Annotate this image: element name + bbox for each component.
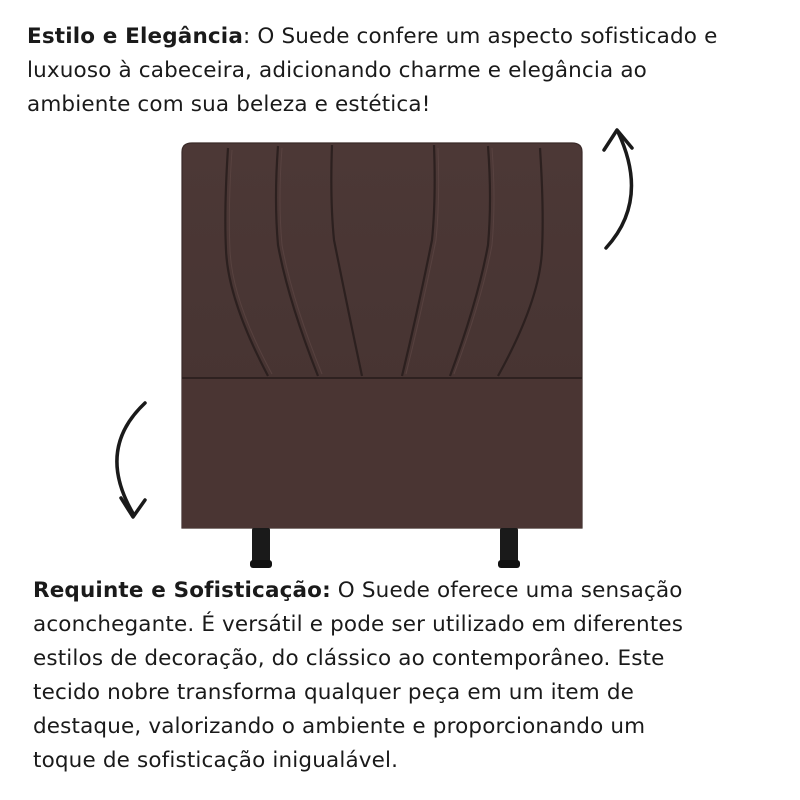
top-heading: Estilo e Elegância — [27, 24, 243, 49]
bottom-text-line: O Suede oferece uma sensação — [330, 578, 683, 603]
bottom-line-2: aconchegante. É versátil e pode ser utilizado em diferentes — [33, 612, 684, 637]
top-heading-colon: : — [243, 24, 251, 49]
bottom-line-6: toque de sofisticação inigualável. — [33, 748, 399, 773]
bottom-description — [33, 574, 793, 778]
headboard — [182, 143, 582, 568]
bottom-line-5: destaque, valorizando o ambiente e proporcionando um — [33, 714, 646, 739]
bottom-line-1 — [33, 574, 793, 608]
top-text-line: O Suede confere um aspecto sofisticado e — [250, 24, 718, 49]
headboard-lower-panel — [182, 378, 582, 528]
top-line-2: luxuoso à cabeceira, adicionando charme e elegância ao — [27, 58, 647, 83]
left-leg-foot — [250, 560, 272, 568]
curved-arrow-down-icon — [117, 403, 145, 517]
right-leg-foot — [498, 560, 520, 568]
right-leg — [500, 528, 518, 564]
curved-arrow-up-icon — [604, 130, 632, 248]
left-leg — [252, 528, 270, 564]
top-line-3: ambiente com sua beleza e estética! — [27, 92, 431, 117]
bottom-heading: Requinte e Sofisticação: — [33, 578, 331, 603]
bottom-line-3: estilos de decoração, do clássico ao contemporâneo. Este — [33, 646, 665, 671]
bottom-line-4: tecido nobre transforma qualquer peça em um item de — [33, 680, 634, 705]
